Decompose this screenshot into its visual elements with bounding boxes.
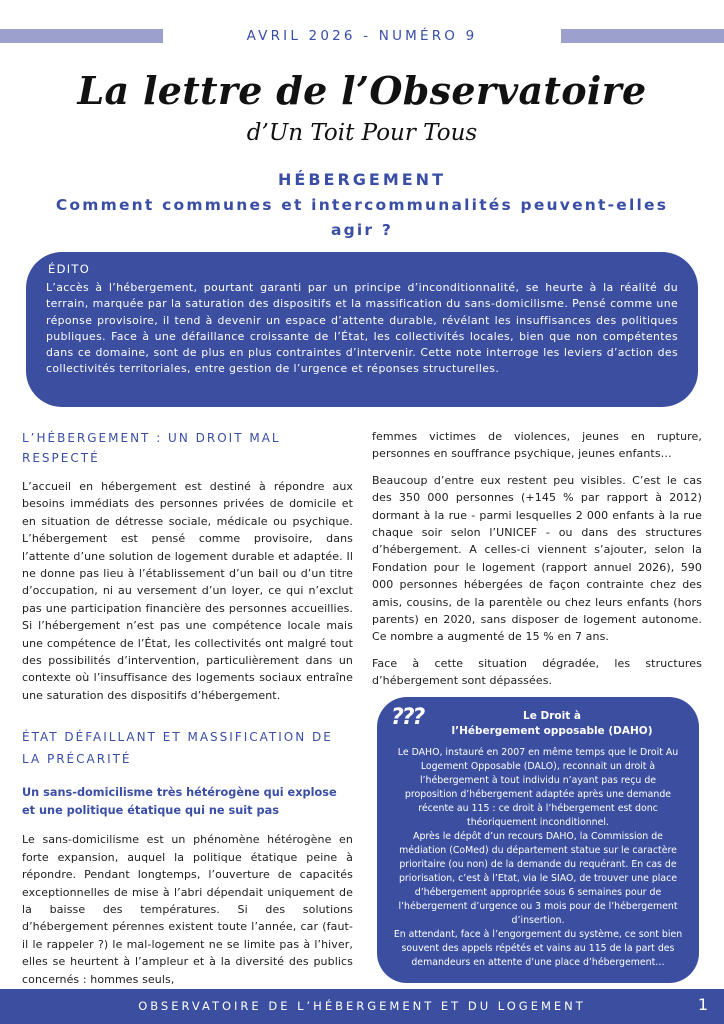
paragraph-publics: femmes victimes de violences, jeunes en rupture, personnes en souffrance psychique, jeunes enfants… [372,430,702,461]
page-number: 1 [697,995,708,1014]
section-text-droit: L’accueil en hébergement est destiné à répondre aux besoins immédiats des personnes privées de domicile et en situation de détresse sociale, médicale ou psychique. L’hébergement est pensé comme provisoire, dans l’attente d’une solution de logement durable et adaptée. Il ne donne pas lieu à l’établissement d’un bail ou d’un titre d’occupation, ni au versement d’un loyer, ce qui n’exclut pas une participation financière des personnes accueillies. Si l’hébergement n’est pas une compétence locale mais une compétence de l’État, les collectivités ont malgré tout des possibilités d’intervention, particulièrement dans un contexte où l’insuffisance des logements sociaux entraîne une saturation des dispositifs d’hébergement. [22,480,353,702]
section-title-etat: ÉTAT DÉFAILLANT ET MASSIFICATION DE LA PRÉCARITÉ [22,730,333,767]
daho-text: Le DAHO, instauré en 2007 en même temps que le Droit Au Logement Opposable (DALO), reconnait un droit à l’hébergement à tout individu n’ayant pas reçu de proposition d’hébergement adaptée après une demande récente au 115 : ce droit à l’hébergement est donc théoriquement inconditionnel. Après le dépôt d’un recours DAHO, la Commission de médiation (CoMed) du département statue sur le caractère prioritaire (ou non) de la demande du requérant. En cas de priorisation, c’est à l’Etat, via le SIAO, de trouver une place d’hébergement appropriée sous 6 semaines pour de l’hébergement d’urgence ou 3 mois pour de l’hébergement d’insertion. En attendant, face à l’engorgement du système, ce sont bien souvent des appels répétés et vains au 115 de la part des demandeurs en attente d’une place d’hébergement… [393,747,683,968]
daho-box [377,697,699,983]
right-column [372,428,702,690]
headline: Comment communes et intercommunalités peuvent-elles agir ? [55,196,669,239]
daho-title [421,709,683,738]
left-column [22,428,353,988]
section-title-droit: L’HÉBERGEMENT : UN DROIT MAL RESPECTÉ [22,431,281,465]
issue-date: AVRIL 2026 - NUMÉRO 9 [246,28,478,44]
section-text-etat: Le sans-domicilisme est un phénomène hétérogène en forte expansion, auquel la politique étatique peine à répondre. Pendant longtemps, l’ouverture de capacités exceptionnelles de mise à l’abri dépendait uniquement de la baisse des températures. Si des solutions d’hébergement pérennes existent toute l’année, car (faut-il le rappeler ?) le mal-logement ne se limite pas à l’hiver, elles se heurtent à l’ampleur et à la diversité des publics concernés : hommes seuls, [22,833,353,986]
edito-label: ÉDITO [48,262,91,276]
section-kicker: HÉBERGEMENT [278,170,446,189]
paragraph-depassees: Face à cette situation dégradée, les structures d’hébergement sont dépassées. [372,656,702,688]
daho-title-line1: Le Droit à [523,710,581,722]
footer-bar [0,989,724,1024]
paragraph-statistiques: Beaucoup d’entre eux restent peu visibles. C’est le cas des 350 000 personnes (+145 % par rapport à 2012) dormant à la rue - parmi lesquelles 2 000 enfants à la rue chaque soir selon l’UNICEF - ou dans des structures d’hébergement. A celles-ci viennent s’ajouter, selon la Fondation pour le logement (rapport annuel 2026), 590 000 personnes hébergées de façon contrainte chez des amis, cousins, de la parentèle ou chez leurs enfants (hors parents) en 2020, sans disposer de logement autonome. Ce nombre a augmenté de 15 % en 7 ans. [372,473,702,644]
daho-title-line2: l’Hébergement opposable (DAHO) [451,724,653,737]
section-subtitle-etat: Un sans-domicilisme très hétérogène qui explose et une politique étatique qui ne suit pas [22,786,337,817]
edito-text: L’accès à l’hébergement, pourtant garanti par un principe d’inconditionnalité, se heurte à la réalité du terrain, marquée par la saturation des dispositifs et la massification du sans-domicilisme. Pensé comme une réponse provisoire, il tend à devenir un espace d’attente durable, révélant les insuffisances des politiques publiques. Face à une défaillance croissante de l’État, les collectivités locales, bien que non compétentes dans ce domaine, sont de plus en plus contraintes d’intervenir. Cette note interroge les leviers d’action des collectivités territoriales, entre gestion de l’urgence et réponses structurelles. [46,281,678,376]
newsletter-title: La lettre de l’Observatoire [77,68,647,113]
edito-box [26,252,698,407]
footer-text: OBSERVATOIRE DE L’HÉBERGEMENT ET DU LOGEMENT [138,999,586,1013]
newsletter-subtitle: d’Un Toit Pour Tous [246,120,478,146]
question-marks-icon: ??? [391,705,424,730]
